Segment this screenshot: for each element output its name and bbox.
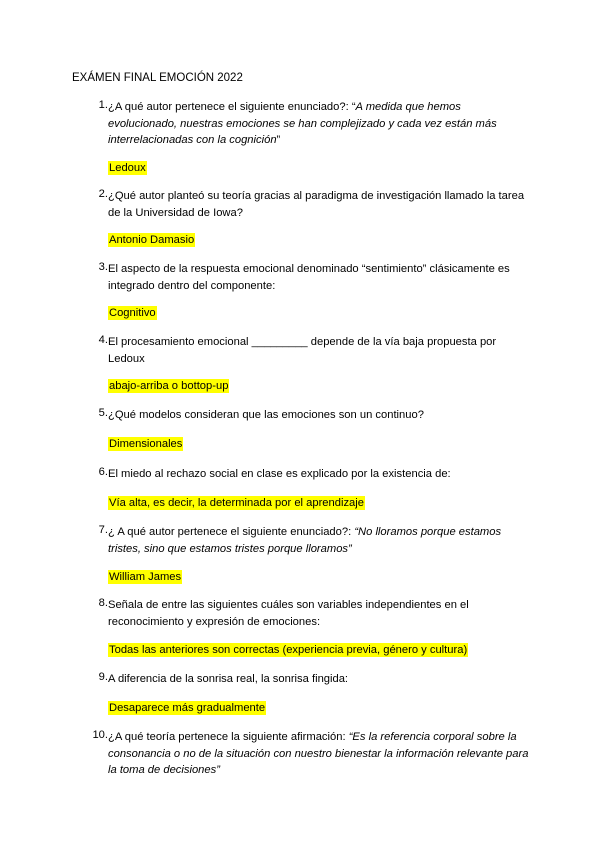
question-5 — [90, 407, 530, 424]
question-9 — [90, 671, 530, 688]
question-number: 10. — [92, 729, 108, 741]
question-1 — [90, 99, 530, 149]
answer-8: Todas las anteriores son correctas (experiencia previa, género y cultura) — [109, 644, 468, 656]
question-3 — [90, 261, 530, 294]
question-number: 7. — [98, 524, 108, 536]
question-6 — [90, 466, 530, 483]
question-10 — [90, 729, 530, 779]
question-prompt: ¿ A qué autor pertenece el siguiente enunciado?: — [108, 526, 355, 538]
question-prompt: ¿A qué autor pertenece el siguiente enunciado?: “ — [108, 101, 356, 113]
question-text — [108, 99, 530, 149]
question-text: El procesamiento emocional _________ depende de la vía baja propuesta por Ledoux — [108, 336, 497, 365]
answer-2: Antonio Damasio — [109, 234, 195, 246]
question-4 — [90, 334, 530, 367]
question-number: 9. — [98, 671, 108, 683]
question-quote: A medida que hemos evolucionado, nuestras emociones se han complejizado y cada vez están más interrelacionadas con la cognición — [108, 101, 497, 146]
question-7 — [90, 524, 530, 557]
question-text — [108, 524, 530, 557]
question-number: 2. — [98, 188, 108, 200]
exam-title: EXÁMEN FINAL EMOCIÓN 2022 — [72, 72, 243, 84]
answer-6: Vía alta, es decir, la determinada por el aprendizaje — [109, 497, 364, 509]
question-quote: “No lloramos porque estamos tristes, sino que estamos tristes porque lloramos” — [108, 526, 502, 555]
question-8 — [90, 597, 530, 630]
answer-4: abajo-arriba o bottop-up — [109, 380, 229, 392]
question-text: ¿Qué autor planteó su teoría gracias al paradigma de investigación llamado la tarea de la Universidad de Iowa? — [108, 190, 525, 219]
question-prompt: ¿A qué teoría pertenece la siguiente afirmación: — [108, 731, 349, 743]
question-number: 4. — [98, 334, 108, 346]
question-number: 1. — [98, 99, 108, 111]
question-text: El miedo al rechazo social en clase es explicado por la existencia de: — [108, 468, 451, 480]
question-text: ¿Qué modelos consideran que las emociones son un continuo? — [108, 409, 424, 421]
question-2 — [90, 188, 530, 221]
question-number: 3. — [98, 261, 108, 273]
answer-3: Cognitivo — [109, 307, 156, 319]
question-number: 8. — [98, 597, 108, 609]
question-text — [108, 729, 530, 779]
question-number: 6. — [98, 466, 108, 478]
answer-9: Desaparece más gradualmente — [109, 702, 266, 714]
question-text: Señala de entre las siguientes cuáles son variables independientes en el reconocimiento y expresión de emociones: — [108, 599, 469, 628]
answer-5: Dimensionales — [109, 438, 183, 450]
answer-7: William James — [109, 571, 182, 583]
question-text: El aspecto de la respuesta emocional denominado “sentimiento” clásicamente es integrado dentro del componente: — [108, 263, 510, 292]
question-quote-close: ” — [276, 134, 281, 146]
question-quote: “Es la referencia corporal sobre la consonancia o no de la situación con nuestro bienestar la información relevante para la toma de decisiones” — [108, 731, 529, 776]
question-number: 5. — [98, 407, 108, 419]
answer-1: Ledoux — [109, 162, 146, 174]
question-text: A diferencia de la sonrisa real, la sonrisa fingida: — [108, 673, 349, 685]
